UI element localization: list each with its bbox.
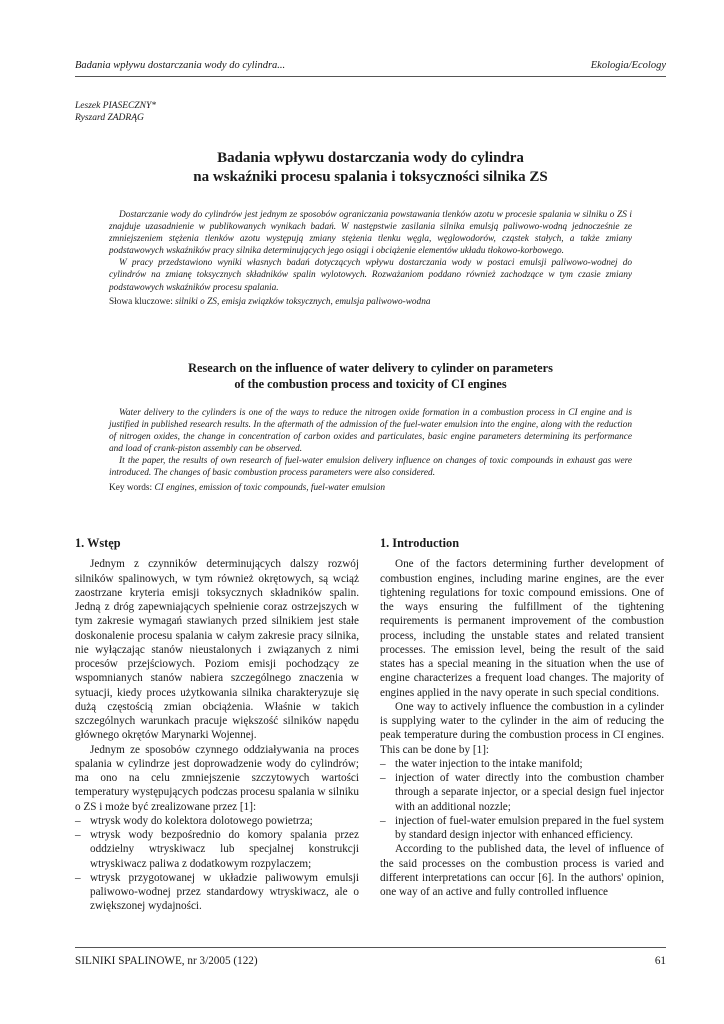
list-item: – injection of water directly into the combustion chamber through a separate injector, or a special design fuel injector with an additional nozzle;	[380, 771, 664, 814]
abstract-paragraph: W pracy przedstawiono wyniki własnych badań dotyczących wpływu dostarczania wody w postaci emulsji paliwowo-wodnej do cylindrów na zmianę toksycznych składników spalin wylotowych. Rozważaniom poddano również zachodzące w tym czasie zmiany podstawowych wskaźników procesu spalania.	[109, 258, 632, 293]
list-item: – wtrysk wody do kolektora dolotowego powietrza;	[75, 814, 359, 828]
author: Leszek PIASECZNY*	[75, 101, 157, 111]
page-number: 61	[654, 955, 666, 967]
paper-title-english	[75, 360, 666, 392]
list-item: – the water injection to the intake manifold;	[380, 757, 664, 771]
abstract-paragraph: Water delivery to the cylinders is one of the ways to reduce the nitrogen oxide formation in a combustion process in CI engine and is justified in published research results. In the aftermath of the admission of the fuel-water emulsion into the engine, along with the reduction of nitrogen oxides, the change in concentration of carbon oxides and particulates, basic engine parameters determining its performance and load of crank-piston assembly can be observed.	[109, 408, 632, 455]
abstract-english	[109, 407, 632, 494]
title-line: Research on the influence of water delivery to cylinder on parameters	[188, 361, 553, 375]
body-paragraph: One of the factors determining further development of combustion engines, including marine engines, are the ever tightening regulations for toxic compound emissions. One of the ways ensuring the fulfillment of the tightening requirements is permanent improvement of the combustion process, including the unstable states and related transient processes. The emission level, being the result of the said states has a special meaning in the situation when the use of engine characterizes a frequent load changes. The majority of engines applied in the navy operate in such special conditions.	[380, 558, 664, 699]
keywords-label: Słowa kluczowe:	[109, 296, 173, 307]
footer-rule	[75, 947, 666, 948]
keywords-text: CI engines, emission of toxic compounds, fuel-water emulsion	[154, 482, 386, 493]
keywords	[109, 296, 632, 308]
header-rule	[75, 76, 666, 77]
section-heading: 1. Introduction	[380, 536, 460, 550]
abstract-paragraph: It the paper, the results of own research of fuel-water emulsion delivery influence on changes of toxic compounds in exhaust gas were introduced. The changes of basic combustion process parameters were also considered.	[109, 456, 632, 479]
body-paragraph: Jednym z czynników determinujących dalszy rozwój silników spalinowych, w tym również okrętowych, są wciąż zaostrzane kryteria emisji toksycznych składników spalin. Jedną z dróg zapewniających spełnienie coraz ostrzejszych w tym zakresie wymagań stawianych przed silnikiem jest stałe doskonalenie procesu spalania w całym zakresie pracy silnika, nie wyłączając stanów nieustalonych i związanych z nimi procesów przejściowych. Poziom emisji pochodzący ze wspomnianych stanów nabiera szczególnego znaczenia w sytuacji, kiedy proces użytkowania silnika charakteryzuje się dużą częstością zmian obciążenia. Właśnie w takich szczególnych warunkach pracuje większość silników napędu głównego okrętów Marynarki Wojennej.	[75, 558, 359, 742]
keywords	[109, 482, 632, 494]
abstract-polish	[109, 209, 632, 308]
keywords-label: Key words:	[109, 482, 153, 493]
keywords-text: silniki o ZS, emisja związków toksycznych, emulsja paliwowo-wodna	[175, 296, 431, 307]
list-item: – wtrysk przygotowanej w układzie paliwowym emulsji paliwowo-wodnej przez standardowy wtryskiwacz, ale o zwiększonej wydajności.	[75, 871, 359, 914]
title-line: na wskaźniki procesu spalania i toksyczności silnika ZS	[193, 169, 548, 185]
running-header-section: Ekologia/Ecology	[590, 60, 666, 71]
body-paragraph: One way to actively influence the combustion in a cylinder is supplying water to the cylinder in the aim of reducing the peak temperature during the combustion process in CI engines. This can be done by [1]:	[380, 700, 664, 756]
method-list	[75, 814, 359, 914]
right-column	[380, 536, 664, 899]
page-footer	[75, 955, 666, 967]
paper-title-polish	[75, 149, 666, 187]
title-line: of the combustion process and toxicity of CI engines	[234, 377, 507, 391]
list-item: – wtrysk wody bezpośrednio do komory spalania przez oddzielny wtryskiwacz lub specjalnej konstrukcji wtryskiwacz paliwa z dodatkowym rozpylaczem;	[75, 828, 359, 871]
running-header-title: Badania wpływu dostarczania wody do cylindra...	[75, 60, 286, 71]
left-column	[75, 536, 359, 914]
section-heading: 1. Wstęp	[75, 536, 121, 550]
author: Ryszard ZADRĄG	[75, 112, 144, 123]
method-list	[380, 757, 664, 843]
journal-citation: SILNIKI SPALINOWE, nr 3/2005 (122)	[75, 955, 258, 967]
title-line: Badania wpływu dostarczania wody do cylindra	[217, 150, 524, 166]
running-header	[75, 60, 666, 71]
body-paragraph: According to the published data, the level of influence of the said processes on the combustion process is varied and different interpretations can occur [6]. In the authors' opinion, one way of an active and fully controlled influence	[380, 843, 664, 898]
body-paragraph: Jednym ze sposobów czynnego oddziaływania na proces spalania w cylindrze jest doprowadzenie wody do cylindrów; ma ono na celu zmniejszenie szczytowych wartości temperatury występujących podczas procesu spalania w silniku o ZS i może być zrealizowane przez [1]:	[75, 743, 359, 813]
list-item: – injection of fuel-water emulsion prepared in the fuel system by standard design injector with enhanced efficiency.	[380, 814, 664, 843]
authors	[75, 101, 156, 124]
abstract-paragraph: Dostarczanie wody do cylindrów jest jednym ze sposobów ograniczania powstawania tlenków azotu w procesie spalania w silniku o ZS i znajduje uzasadnienie w publikowanych wynikach badań. W następstwie zasilania silnika emulsją paliwowo-wodną jednocześnie ze zmniejszeniem stężenia tlenków azotu występują zmiany stężenia tlenku węgla, węglowodorów, cząstek stałych, a także zmiany podstawowych wskaźników pracy silnika determinujących jego osiągi i obciążenie elementów układu tłokowo-korbowego.	[109, 210, 632, 257]
